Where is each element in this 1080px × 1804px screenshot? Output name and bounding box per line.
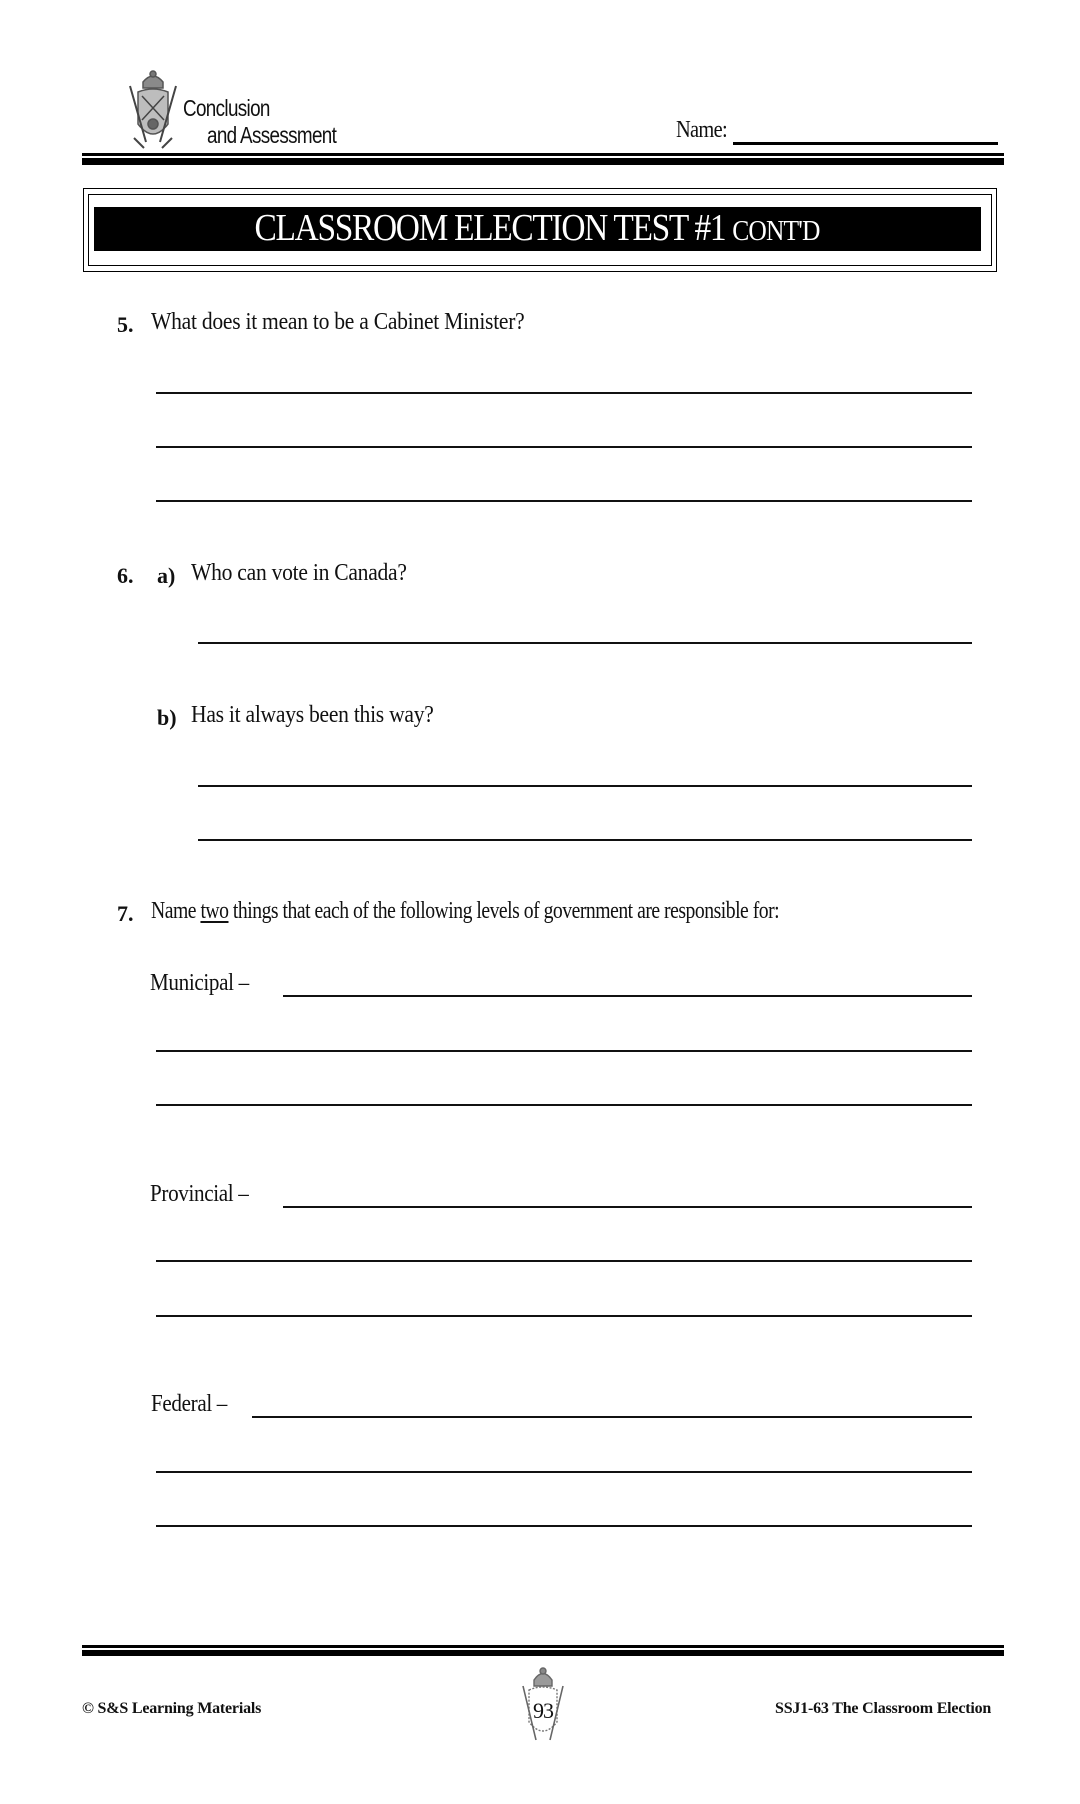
question-text-a: Who can vote in Canada? xyxy=(191,560,407,586)
section-label-line2: and Assessment xyxy=(207,122,337,148)
footer-rule-thick xyxy=(82,1650,1004,1656)
footer-rule-thin xyxy=(82,1645,1004,1648)
title-suffix: CONT'D xyxy=(732,214,820,247)
answer-line[interactable] xyxy=(156,1104,972,1106)
emphasis-two: two xyxy=(200,898,229,924)
page-number: 93 xyxy=(533,1698,553,1723)
name-label: Name: xyxy=(676,117,727,143)
question-number: 6. xyxy=(117,563,134,588)
question-number: 5. xyxy=(117,312,134,337)
answer-line[interactable] xyxy=(156,392,972,394)
product-code: SSJ1-63 The Classroom Election xyxy=(775,1700,992,1717)
section-label-line1: Conclusion xyxy=(183,95,270,121)
answer-line[interactable] xyxy=(156,1050,972,1052)
part-label-b: b) xyxy=(157,705,177,730)
page-number-badge xyxy=(520,1664,566,1746)
answer-line[interactable] xyxy=(198,642,972,644)
answer-line[interactable] xyxy=(156,1260,972,1262)
answer-line[interactable] xyxy=(283,1206,972,1208)
crest-shield-icon xyxy=(126,68,180,152)
level-label-federal: Federal – xyxy=(151,1391,228,1417)
question-text-b: Has it always been this way? xyxy=(191,702,434,728)
answer-line[interactable] xyxy=(156,1525,972,1527)
level-label-provincial: Provincial – xyxy=(150,1181,249,1207)
header-rule-thin xyxy=(82,153,1004,156)
answer-line[interactable] xyxy=(198,839,972,841)
answer-line[interactable] xyxy=(156,500,972,502)
answer-line[interactable] xyxy=(156,1315,972,1317)
answer-line[interactable] xyxy=(283,995,972,997)
answer-line[interactable] xyxy=(252,1416,972,1418)
answer-line[interactable] xyxy=(156,1471,972,1473)
name-field[interactable] xyxy=(733,142,998,145)
copyright-text: © S&S Learning Materials xyxy=(82,1700,262,1717)
header-rule-thick xyxy=(82,158,1004,165)
answer-line[interactable] xyxy=(156,446,972,448)
question-text: Name two things that each of the following levels of government are responsible for: xyxy=(151,898,780,924)
question-text: What does it mean to be a Cabinet Minister? xyxy=(151,309,525,335)
level-label-municipal: Municipal – xyxy=(150,970,249,996)
question-number: 7. xyxy=(117,901,134,926)
title-main: CLASSROOM ELECTION TEST #1 xyxy=(254,206,726,249)
page-title xyxy=(94,207,981,251)
part-label-a: a) xyxy=(157,563,176,588)
answer-line[interactable] xyxy=(198,785,972,787)
